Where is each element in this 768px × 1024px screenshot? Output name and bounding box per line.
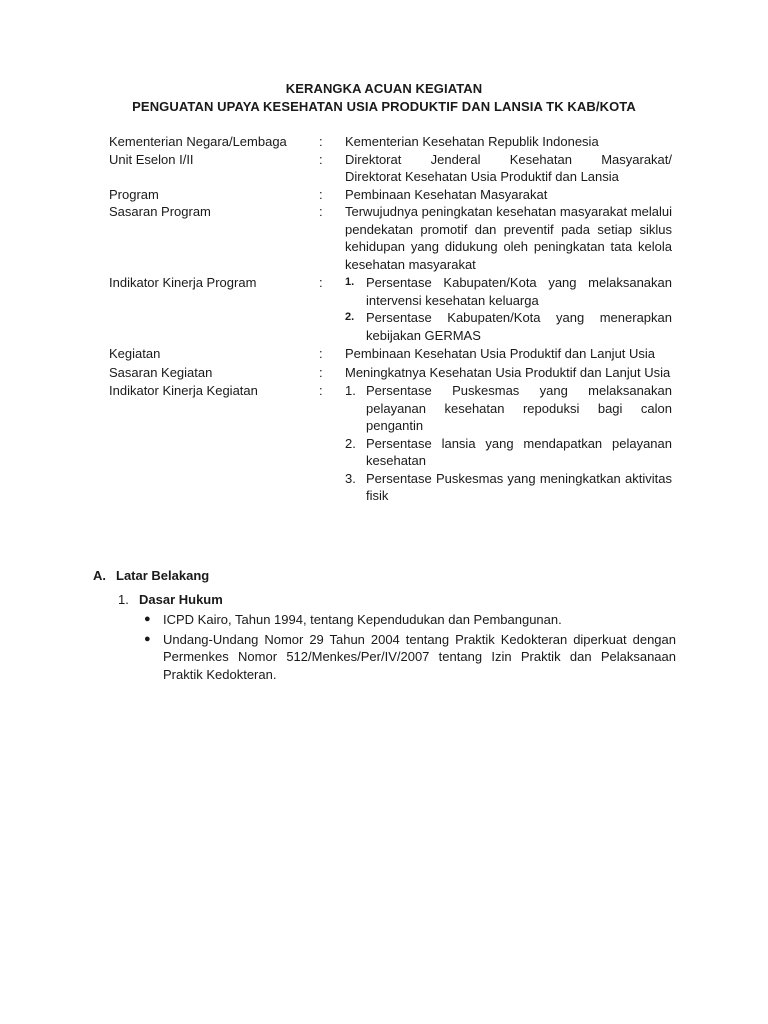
subsection-heading-dasar-hukum — [118, 591, 223, 609]
row-value: Meningkatnya Kesehatan Usia Produktif dan Lanjut Usia — [345, 364, 671, 380]
row-colon: : — [319, 151, 323, 167]
row-value — [345, 274, 672, 344]
bullet-icon: ● — [144, 632, 151, 645]
section-marker: A. — [93, 568, 106, 583]
subsection-title: Dasar Hukum — [139, 592, 223, 607]
row-colon: : — [319, 134, 323, 149]
row-label: Program — [109, 186, 159, 202]
list-item — [345, 470, 672, 505]
list-text: Persentase Kabupaten/Kota yang menerapkan kebijakan GERMAS — [366, 310, 672, 343]
row-label: Sasaran Program — [109, 204, 211, 219]
document-title: KERANGKA ACUAN KEGIATAN — [285, 81, 483, 96]
list-text: Persentase Puskesmas yang meningkatkan aktivitas fisik — [366, 470, 672, 503]
list-text: Persentase Kabupaten/Kota yang melaksanakan intervensi kesehatan keluarga — [366, 275, 672, 308]
row-label: Sasaran Kegiatan — [109, 364, 213, 380]
row-sasaran-kegiatan — [109, 364, 672, 382]
legal-basis-list — [144, 611, 676, 685]
list-item — [144, 631, 676, 684]
list-text: Undang-Undang Nomor 29 Tahun 2004 tentang Praktik Kedokteran diperkuat dengan Permenkes Nomor 512/Menkes/Per/IV/2007 tentang Izin Praktik dan Pelaksanaan Praktik Kedokteran. — [163, 631, 676, 682]
row-label: Indikator Kinerja Kegiatan — [109, 383, 258, 398]
section-title: Latar Belakang — [116, 568, 210, 583]
row-value — [345, 151, 672, 186]
list-item — [345, 435, 672, 470]
section-heading-latar-belakang — [93, 567, 209, 585]
list-item — [345, 274, 672, 309]
list-item — [345, 309, 672, 344]
row-label: Indikator Kinerja Program — [109, 275, 257, 290]
row-label: Kegiatan — [109, 346, 161, 361]
list-item — [144, 611, 676, 629]
row-colon: : — [319, 346, 323, 361]
list-text: ICPD Kairo, Tahun 1994, tentang Kependudukan dan Pembangunan. — [163, 612, 562, 627]
row-value: Pembinaan Kesehatan Masyarakat — [345, 186, 548, 202]
row-kementerian — [109, 133, 672, 151]
document-subtitle: PENGUATAN UPAYA KESEHATAN USIA PRODUKTIF DAN LANSIA TK KAB/KOTA — [132, 99, 636, 114]
list-text: Persentase lansia yang mendapatkan pelayanan kesehatan — [366, 435, 672, 468]
row-label: Unit Eselon I/II — [109, 151, 194, 167]
row-colon: : — [319, 364, 323, 380]
row-indikator-kegiatan — [109, 382, 672, 505]
subsection-marker: 1. — [118, 592, 129, 607]
row-unit-eselon — [109, 151, 672, 186]
info-table — [109, 133, 672, 505]
row-value: Kementerian Kesehatan Republik Indonesia — [345, 134, 599, 149]
list-number: 1. — [345, 276, 355, 288]
list-number: 1. — [345, 383, 356, 398]
bullet-icon: ● — [144, 613, 151, 625]
row-value-line: Direktorat Jenderal Kesehatan Masyarakat/ — [345, 151, 672, 167]
list-number: 2. — [345, 311, 355, 323]
list-item — [345, 382, 672, 435]
row-colon: : — [319, 275, 323, 290]
row-sasaran-program — [109, 203, 672, 273]
row-kegiatan — [109, 345, 672, 363]
row-colon: : — [319, 204, 323, 219]
list-text: Persentase Puskesmas yang melaksanakan pelayanan kesehatan repoduksi bagi calon pengantin — [366, 383, 672, 433]
row-value — [345, 382, 672, 505]
row-program — [109, 186, 672, 204]
indicator-list — [345, 274, 672, 344]
row-value-line: Direktorat Kesehatan Usia Produktif dan Lansia — [345, 169, 619, 184]
row-colon: : — [319, 383, 323, 398]
row-label: Kementerian Negara/Lembaga — [109, 134, 287, 149]
row-colon: : — [319, 186, 323, 202]
list-number: 3. — [345, 470, 356, 486]
row-value: Pembinaan Kesehatan Usia Produktif dan Lanjut Usia — [345, 346, 656, 361]
list-number: 2. — [345, 435, 356, 451]
indicator-list — [345, 382, 672, 505]
row-value: Terwujudnya peningkatan kesehatan masyarakat melalui pendekatan promotif dan preventif pada setiap siklus kehidupan yang didukung oleh peningkatan tata kelola kesehatan masyarakat — [345, 204, 672, 272]
row-indikator-program — [109, 274, 672, 344]
